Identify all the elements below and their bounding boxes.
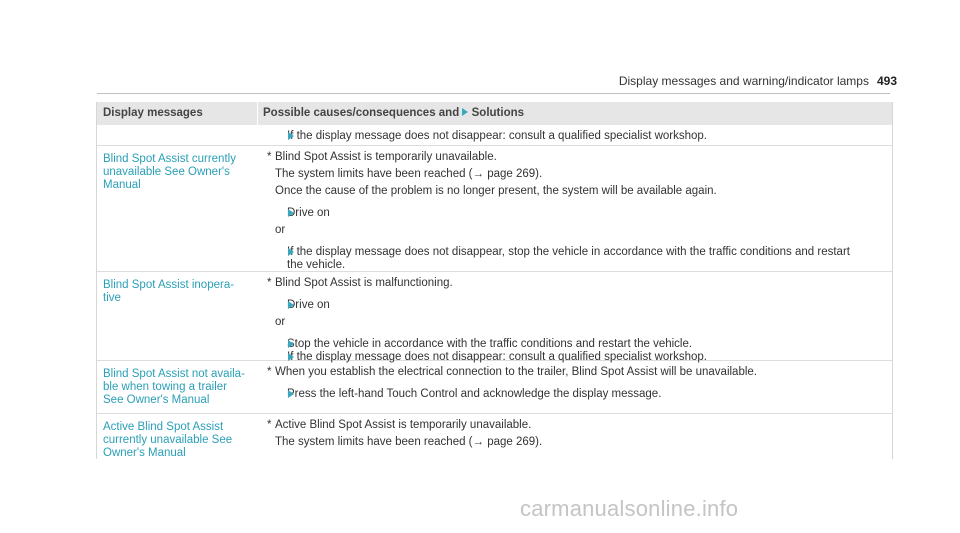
display-message bbox=[103, 421, 253, 460]
step-text: Press the left-hand Touch Control and acknowledge the display message. bbox=[287, 388, 662, 400]
message-line: currently unavailable See bbox=[103, 434, 233, 446]
step-text: If the display message does not disappear: consult a qualified specialist workshop. bbox=[287, 130, 707, 142]
message-line: Blind Spot Assist not availa- bbox=[103, 368, 245, 380]
action-step bbox=[275, 388, 875, 401]
action-step bbox=[275, 299, 875, 312]
col-solutions bbox=[263, 107, 524, 119]
step-text: Stop the vehicle in accordance with the traffic conditions and restart the vehicle. bbox=[287, 338, 693, 350]
messages-table bbox=[96, 102, 893, 459]
arrow-right-icon bbox=[288, 248, 294, 256]
message-line: tive bbox=[103, 292, 121, 304]
table-header bbox=[97, 102, 892, 125]
table-row bbox=[97, 272, 892, 361]
display-message bbox=[103, 368, 253, 407]
action-step bbox=[275, 246, 875, 259]
step-continuation: the vehicle. bbox=[287, 259, 346, 271]
arrow-right-icon bbox=[288, 390, 294, 398]
message-line: Blind Spot Assist currently bbox=[103, 153, 236, 165]
header-rule bbox=[97, 93, 890, 94]
arrow-right-icon bbox=[288, 209, 294, 217]
display-message bbox=[103, 153, 253, 192]
or-text: or bbox=[275, 224, 286, 236]
message-line: unavailable See Owner's bbox=[103, 166, 230, 178]
action-step bbox=[275, 338, 875, 351]
message-line: Active Blind Spot Assist bbox=[103, 421, 224, 433]
header-title: Display messages and warning/indicator lamps bbox=[618, 74, 869, 88]
step-text: If the display message does not disappear, stop the vehicle in accordance with the traffic conditions and restart bbox=[287, 246, 850, 258]
solution-cell bbox=[267, 419, 875, 449]
table-row bbox=[97, 146, 892, 272]
solution-cell bbox=[267, 366, 875, 401]
watermark: carmanualsonline.info bbox=[520, 496, 739, 521]
message-line: Owner's Manual bbox=[103, 447, 186, 459]
cause-line: Active Blind Spot Assist is temporarily unavailable. bbox=[275, 419, 532, 431]
page-number: 493 bbox=[876, 74, 897, 88]
bullet-asterisk: * bbox=[267, 366, 272, 378]
table-row bbox=[97, 361, 892, 414]
info-text: The system limits have been reached (→ page 269). bbox=[275, 436, 543, 448]
arrow-right-icon bbox=[288, 301, 294, 309]
message-line: ble when towing a trailer bbox=[103, 381, 228, 393]
page-header bbox=[619, 74, 897, 88]
arrow-right-icon bbox=[288, 132, 294, 140]
col-causes-label: Possible causes/consequences and bbox=[263, 107, 460, 119]
cause-text bbox=[267, 151, 875, 164]
solution-cell bbox=[267, 277, 875, 364]
bullet-asterisk: * bbox=[267, 277, 272, 289]
message-line: Blind Spot Assist inopera- bbox=[103, 279, 235, 291]
cause-text bbox=[267, 419, 875, 432]
table-row bbox=[97, 414, 892, 462]
bullet-asterisk: * bbox=[267, 419, 272, 431]
step-text: Drive on bbox=[287, 207, 330, 219]
bullet-asterisk: * bbox=[267, 151, 272, 163]
cause-text bbox=[267, 277, 875, 290]
or-text: or bbox=[275, 316, 286, 328]
info-text: Once the cause of the problem is no longer present, the system will be available again. bbox=[275, 185, 717, 197]
col-display-messages: Display messages bbox=[103, 107, 203, 119]
arrow-right-icon bbox=[462, 108, 468, 116]
col-solutions-label: Solutions bbox=[471, 107, 525, 119]
cause-line: Blind Spot Assist is temporarily unavailable. bbox=[275, 151, 497, 163]
display-message bbox=[103, 279, 253, 305]
solution-cell bbox=[267, 151, 875, 272]
cause-text bbox=[267, 366, 875, 379]
cause-line: Blind Spot Assist is malfunctioning. bbox=[275, 277, 453, 289]
arrow-right-icon bbox=[288, 353, 294, 361]
table-row bbox=[97, 125, 892, 146]
step-text: Drive on bbox=[287, 299, 330, 311]
action-step bbox=[275, 130, 875, 143]
step-text: If the display message does not disappear: consult a qualified specialist workshop. bbox=[287, 351, 707, 363]
info-text: The system limits have been reached (→ page 269). bbox=[275, 168, 543, 180]
message-line: See Owner's Manual bbox=[103, 394, 210, 406]
cause-line: When you establish the electrical connection to the trailer, Blind Spot Assist will be unavailable. bbox=[275, 366, 757, 378]
message-line: Manual bbox=[103, 179, 141, 191]
header-separator bbox=[257, 102, 258, 125]
action-step bbox=[275, 207, 875, 220]
arrow-right-icon bbox=[288, 340, 294, 348]
solution-cell bbox=[275, 130, 875, 143]
